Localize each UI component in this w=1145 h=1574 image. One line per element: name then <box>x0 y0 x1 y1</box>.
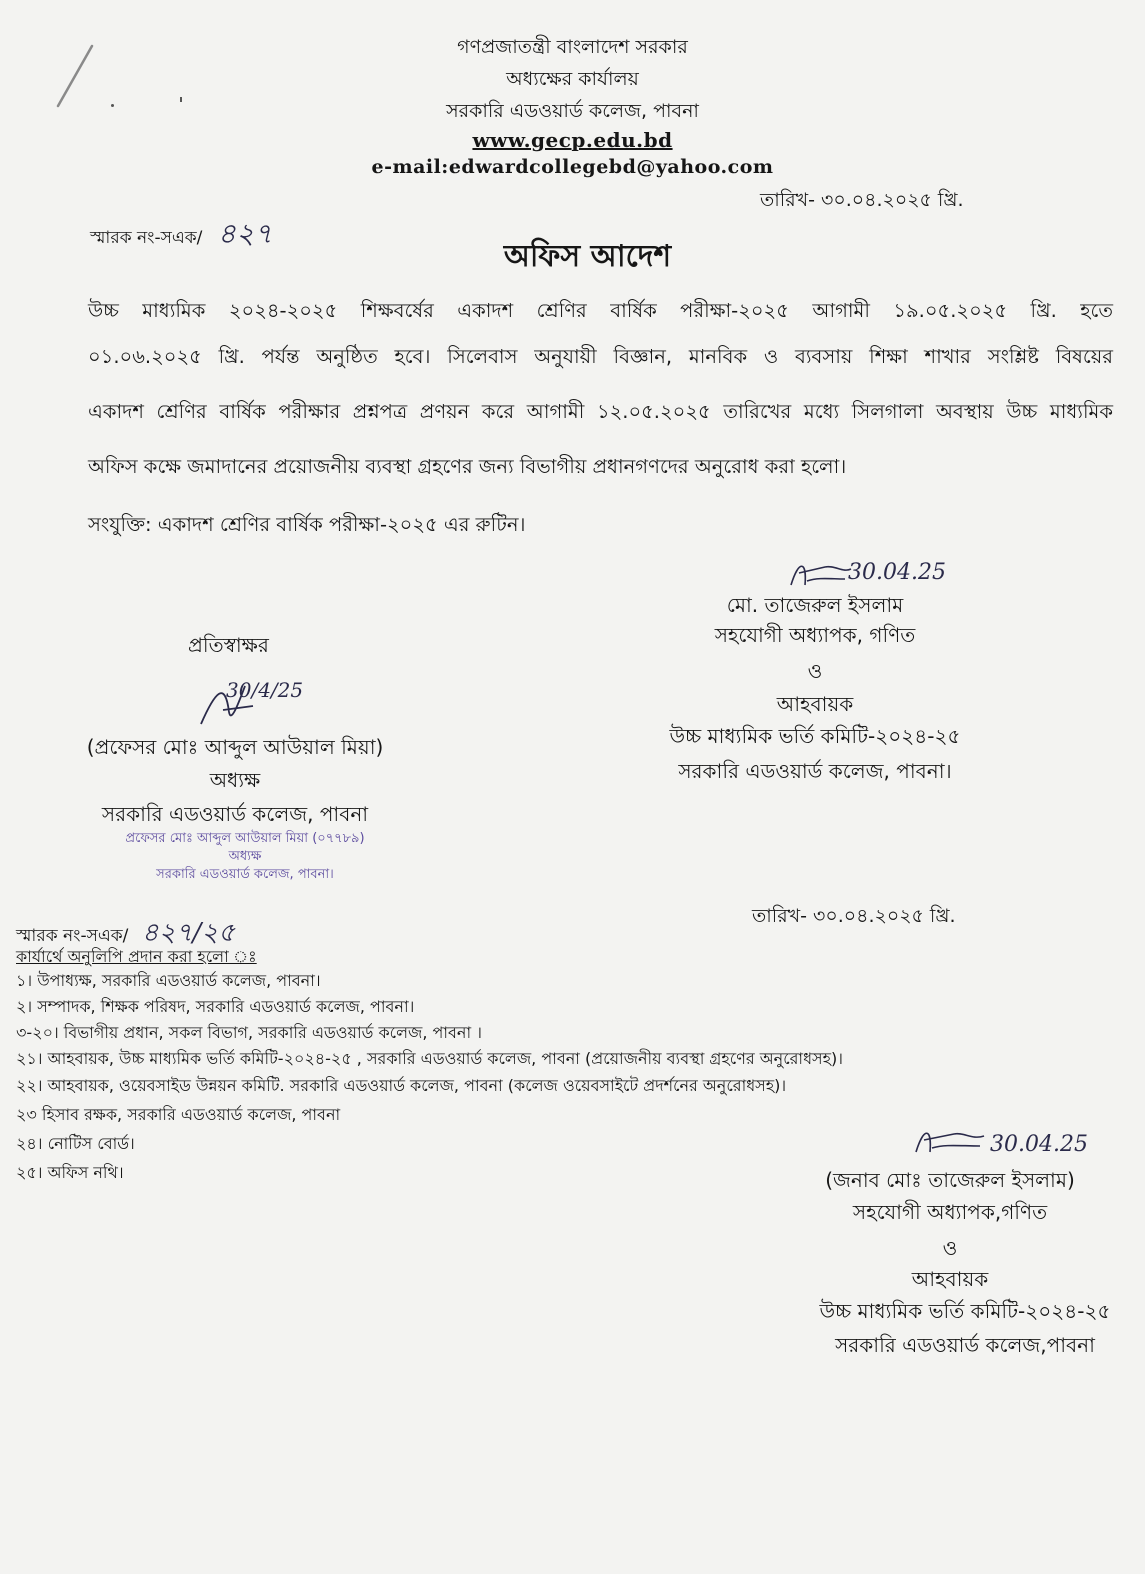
bottom-signatory-designation: সহযোগী অধ্যাপক,গণিত <box>852 1200 1048 1224</box>
header-college: সরকারি এডওয়ার্ড কলেজ, পাবনা <box>446 100 699 122</box>
signatory-role: আহবায়ক <box>776 692 854 716</box>
copy-date: তারিখ- ৩০.০৪.২০২৫ খ্রি. <box>752 905 956 927</box>
attachment-line: সংযুক্তি: একাদশ শ্রেণির বার্ষিক পরীক্ষা-২০২৫ এর রুটিন। <box>88 513 526 536</box>
signatory-name: মো. তাজেরুল ইসলাম <box>726 593 904 617</box>
page-title: অফিস আদেশ <box>503 239 672 274</box>
bottom-signature-date: 30.04.25 <box>990 1132 1088 1157</box>
copy-item: ১। উপাধ্যক্ষ, সরকারি এডওয়ার্ড কলেজ, পাবনা। <box>16 971 321 990</box>
website-link[interactable]: www.gecp.edu.bd <box>472 128 673 152</box>
countersign-designation: অধ্যক্ষ <box>209 768 261 792</box>
copy-ref-label: স্মারক নং-সএক/ <box>16 926 129 946</box>
bottom-signature <box>910 1122 990 1162</box>
signature-date: 30.04.25 <box>848 560 946 585</box>
copy-item: ৩-২০। বিভাগীয় প্রধান, সকল বিভাগ, সরকারি এডওয়ার্ড কলেজ, পাবনা । <box>16 1023 482 1042</box>
bottom-signatory-college: সরকারি এডওয়ার্ড কলেজ,পাবনা <box>835 1333 1095 1357</box>
signatory-college: সরকারি এডওয়ার্ড কলেজ, পাবনা। <box>678 759 952 783</box>
bottom-signatory-committee: উচ্চ মাধ্যমিক ভর্তি কমিটি-২০২৪-২৫ <box>819 1299 1111 1323</box>
signatory-designation: সহযোগী অধ্যাপক, গণিত <box>714 623 916 647</box>
countersign-college: সরকারি এডওয়ার্ড কলেজ, পাবনা <box>101 802 369 826</box>
header-office: অধ্যক্ষের কার্যালয় <box>506 68 639 90</box>
signatory-and: ও <box>807 659 823 683</box>
body-line: একাদশ শ্রেণির বার্ষিক পরীক্ষার প্রশ্নপত্র প্রণয়ন করে আগামী ১২.০৫.২০২৫ তারিখের মধ্যে সিলগালা অবস্থায় উচ্চ মাধ্যমিক <box>88 400 1113 423</box>
bottom-signatory-and: ও <box>942 1236 958 1260</box>
stamp-line: সরকারি এডওয়ার্ড কলেজ, পাবনা। <box>156 867 334 882</box>
countersign-label: প্রতিস্বাক্ষর <box>188 633 269 657</box>
copy-item: ২৫। অফিস নথি। <box>16 1163 124 1182</box>
memo-ref-label: স্মারক নং-সএক/ <box>90 228 203 248</box>
bottom-signatory-name: (জনাব মোঃ তাজেরুল ইসলাম) <box>825 1168 1075 1192</box>
copy-item: ২। সম্পাদক, শিক্ষক পরিষদ, সরকারি এডওয়ার্ড কলেজ, পাবনা। <box>16 997 415 1016</box>
stamp-line: প্রফেসর মোঃ আব্দুল আউয়াল মিয়া (০৭৭৮৯) <box>125 831 365 846</box>
email-address: e-mail:edwardcollegebd@yahoo.com <box>371 156 774 178</box>
copy-item: ২৪। নোটিস বোর্ড। <box>16 1134 135 1153</box>
body-line: উচ্চ মাধ্যমিক ২০২৪-২০২৫ শিক্ষবর্ষের একাদশ শ্রেণির বার্ষিক পরীক্ষা-২০২৫ আগামী ১৯.০৫.২০২৫ খ্রি. হতে <box>88 299 1113 322</box>
signatory-committee: উচ্চ মাধ্যমিক ভর্তি কমিটি-২০২৪-২৫ <box>669 724 961 748</box>
copy-ref-number: ৪২৭/২৫ <box>141 918 235 948</box>
copy-heading: কার্যার্থে অনুলিপি প্রদান করা হলো ঃ <box>16 947 257 966</box>
bottom-signatory-role: আহবায়ক <box>911 1267 989 1291</box>
body-line: ০১.০৬.২০২৫ খ্রি. পর্যন্ত অনুষ্ঠিত হবে। সিলেবাস অনুযায়ী বিজ্ঞান, মানবিক ও ব্যবসায় শিক্ষা শাখার সংশ্লিষ্ট বিষয়ের <box>88 345 1113 368</box>
stamp-line: অধ্যক্ষ <box>228 849 262 864</box>
body-line: অফিস কক্ষে জমাদানের প্রয়োজনীয় ব্যবস্থা গ্রহণের জন্য বিভাগীয় প্রধানগণদের অনুরোধ করা হলো। <box>88 455 847 478</box>
signature <box>785 555 855 595</box>
copy-item: ২৩ হিসাব রক্ষক, সরকারি এডওয়ার্ড কলেজ, পাবনা <box>16 1105 341 1124</box>
copy-item: ২১। আহবায়ক, উচ্চ মাধ্যমিক ভর্তি কমিটি-২০২৪-২৫ , সরকারি এডওয়ার্ড কলেজ, পাবনা (প্রয়োজনীয় ব্যবস্থা গ্রহণের অনুরোধসহ)। <box>16 1049 843 1068</box>
memo-ref-number: ৪২৭ <box>217 217 273 250</box>
copy-item: ২২। আহবায়ক, ওয়েবসাইড উন্নয়ন কমিটি. সরকারি এডওয়ার্ড কলেজ, পাবনা (কলেজ ওয়েবসাইটে প্রদর্শনের অনুরোধসহ)। <box>16 1076 787 1095</box>
countersign-date: 30/4/25 <box>226 678 304 702</box>
header-govt: গণপ্রজাতন্ত্রী বাংলাদেশ সরকার <box>457 36 688 58</box>
principal-stamp <box>120 830 370 884</box>
countersign-name: (প্রফেসর মোঃ আব্দুল আউয়াল মিয়া) <box>86 735 384 759</box>
memo-date: তারিখ- ৩০.০৪.২০২৫ খ্রি. <box>760 189 964 211</box>
